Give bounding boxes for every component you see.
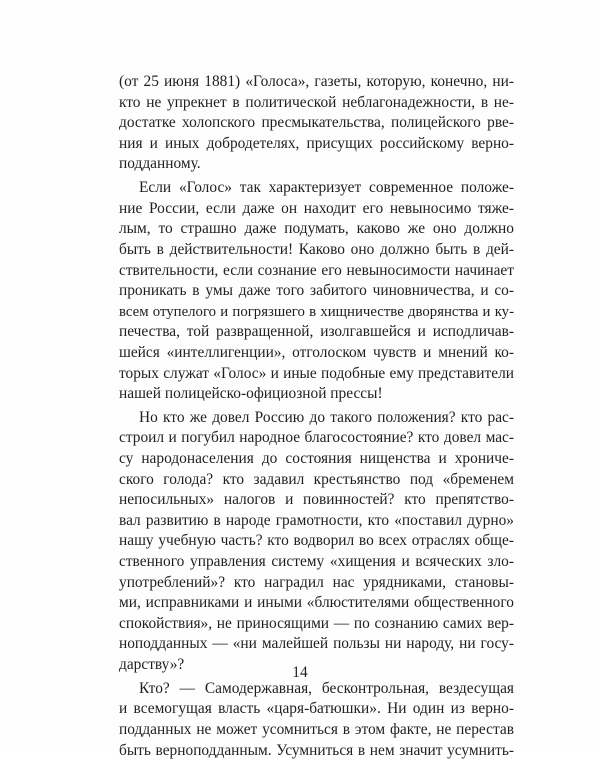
- text-line: достатке холопского пресмыкательства, полицейского рве-: [119, 114, 514, 132]
- text-line: и всемогущая власть «царя-батюшки». Ни один из верно-: [119, 700, 514, 718]
- text-line: нашу учебную часть? кто водворил во всех отраслях обще-: [119, 532, 514, 550]
- paragraph: [119, 408, 514, 676]
- text-line: лым, то страшно даже подумать, каково же оно должно: [119, 220, 514, 238]
- text-line: ми, исправниками и иными «блюстителями общественного: [119, 594, 514, 612]
- text-line: спокойствия», не приносящими — по сознанию самих вер-: [119, 614, 514, 632]
- text-line: вал развитию в народе грамотности, кто «поставил дурно»: [119, 511, 514, 529]
- text-line: подданных не может усомниться в этом факте, не перестав: [119, 720, 514, 738]
- text-line: Кто? — Самодержавная, бесконтрольная, вездесущая: [139, 679, 514, 697]
- paragraph: [119, 178, 514, 405]
- text-line: Но кто же довел Россию до такого положения? кто рас-: [139, 408, 514, 426]
- text-line: кто не упрекнет в политической неблагонадежности, в не-: [119, 93, 514, 111]
- text-line: печества, той развращенной, изолгавшейся и исподличав-: [119, 323, 514, 341]
- text-line: строил и погубил народное благосостояние? кто довел мас-: [119, 429, 514, 447]
- text-line: подданному.: [119, 155, 201, 173]
- text-line: нашей полицейско-официозной прессы!: [119, 385, 383, 403]
- paragraph: [119, 679, 514, 761]
- text-line: ственного управления систему «хищения и всяческих зло-: [119, 553, 514, 571]
- paragraph: [119, 72, 514, 175]
- page-number: 14: [292, 664, 308, 681]
- text-line: ствительности, если сознание его невыносимости начинает: [119, 261, 514, 279]
- text-line: ния и иных добродетелях, присущих российскому верно-: [119, 134, 514, 152]
- text-line: дарству»?: [119, 656, 185, 673]
- text-line: проникать в умы даже того забитого чиновничества, и со-: [119, 282, 514, 300]
- text-line: быть в действительности! Каково оно должно быть в дей-: [119, 240, 514, 258]
- text-line: употреблений»? кто наградил нас урядниками, становы-: [119, 573, 514, 591]
- text-line: ского голода? кто задавил крестьянство под «бременем: [119, 470, 514, 488]
- text-line: быть верноподданным. Усумниться в нем значит усумнить-: [119, 741, 514, 759]
- text-line: ние России, если даже он находит его невыносимо тяже-: [119, 199, 514, 217]
- text-line: всем отупелого и погрязшего в хищничестве дворянства и ку-: [119, 303, 514, 320]
- text-line: непосильных» налогов и повинностей? кто препятство-: [119, 491, 514, 509]
- body-text: [119, 72, 514, 764]
- text-line: ноподданных — «ни малейшей пользы ни народу, ни госу-: [119, 635, 514, 653]
- text-line: (от 25 июня 1881) «Голоса», газеты, которую, конечно, ни-: [119, 73, 514, 90]
- text-line: су народонаселения до состояния нищенства и хрониче-: [119, 450, 514, 468]
- text-line: торых служат «Голос» и иные подобные ему представители: [119, 364, 514, 382]
- text-line: Если «Голос» так характеризует современное положе-: [139, 179, 514, 197]
- text-line: шейся «интеллигенции», отголоском чувств и мнений ко-: [119, 343, 514, 361]
